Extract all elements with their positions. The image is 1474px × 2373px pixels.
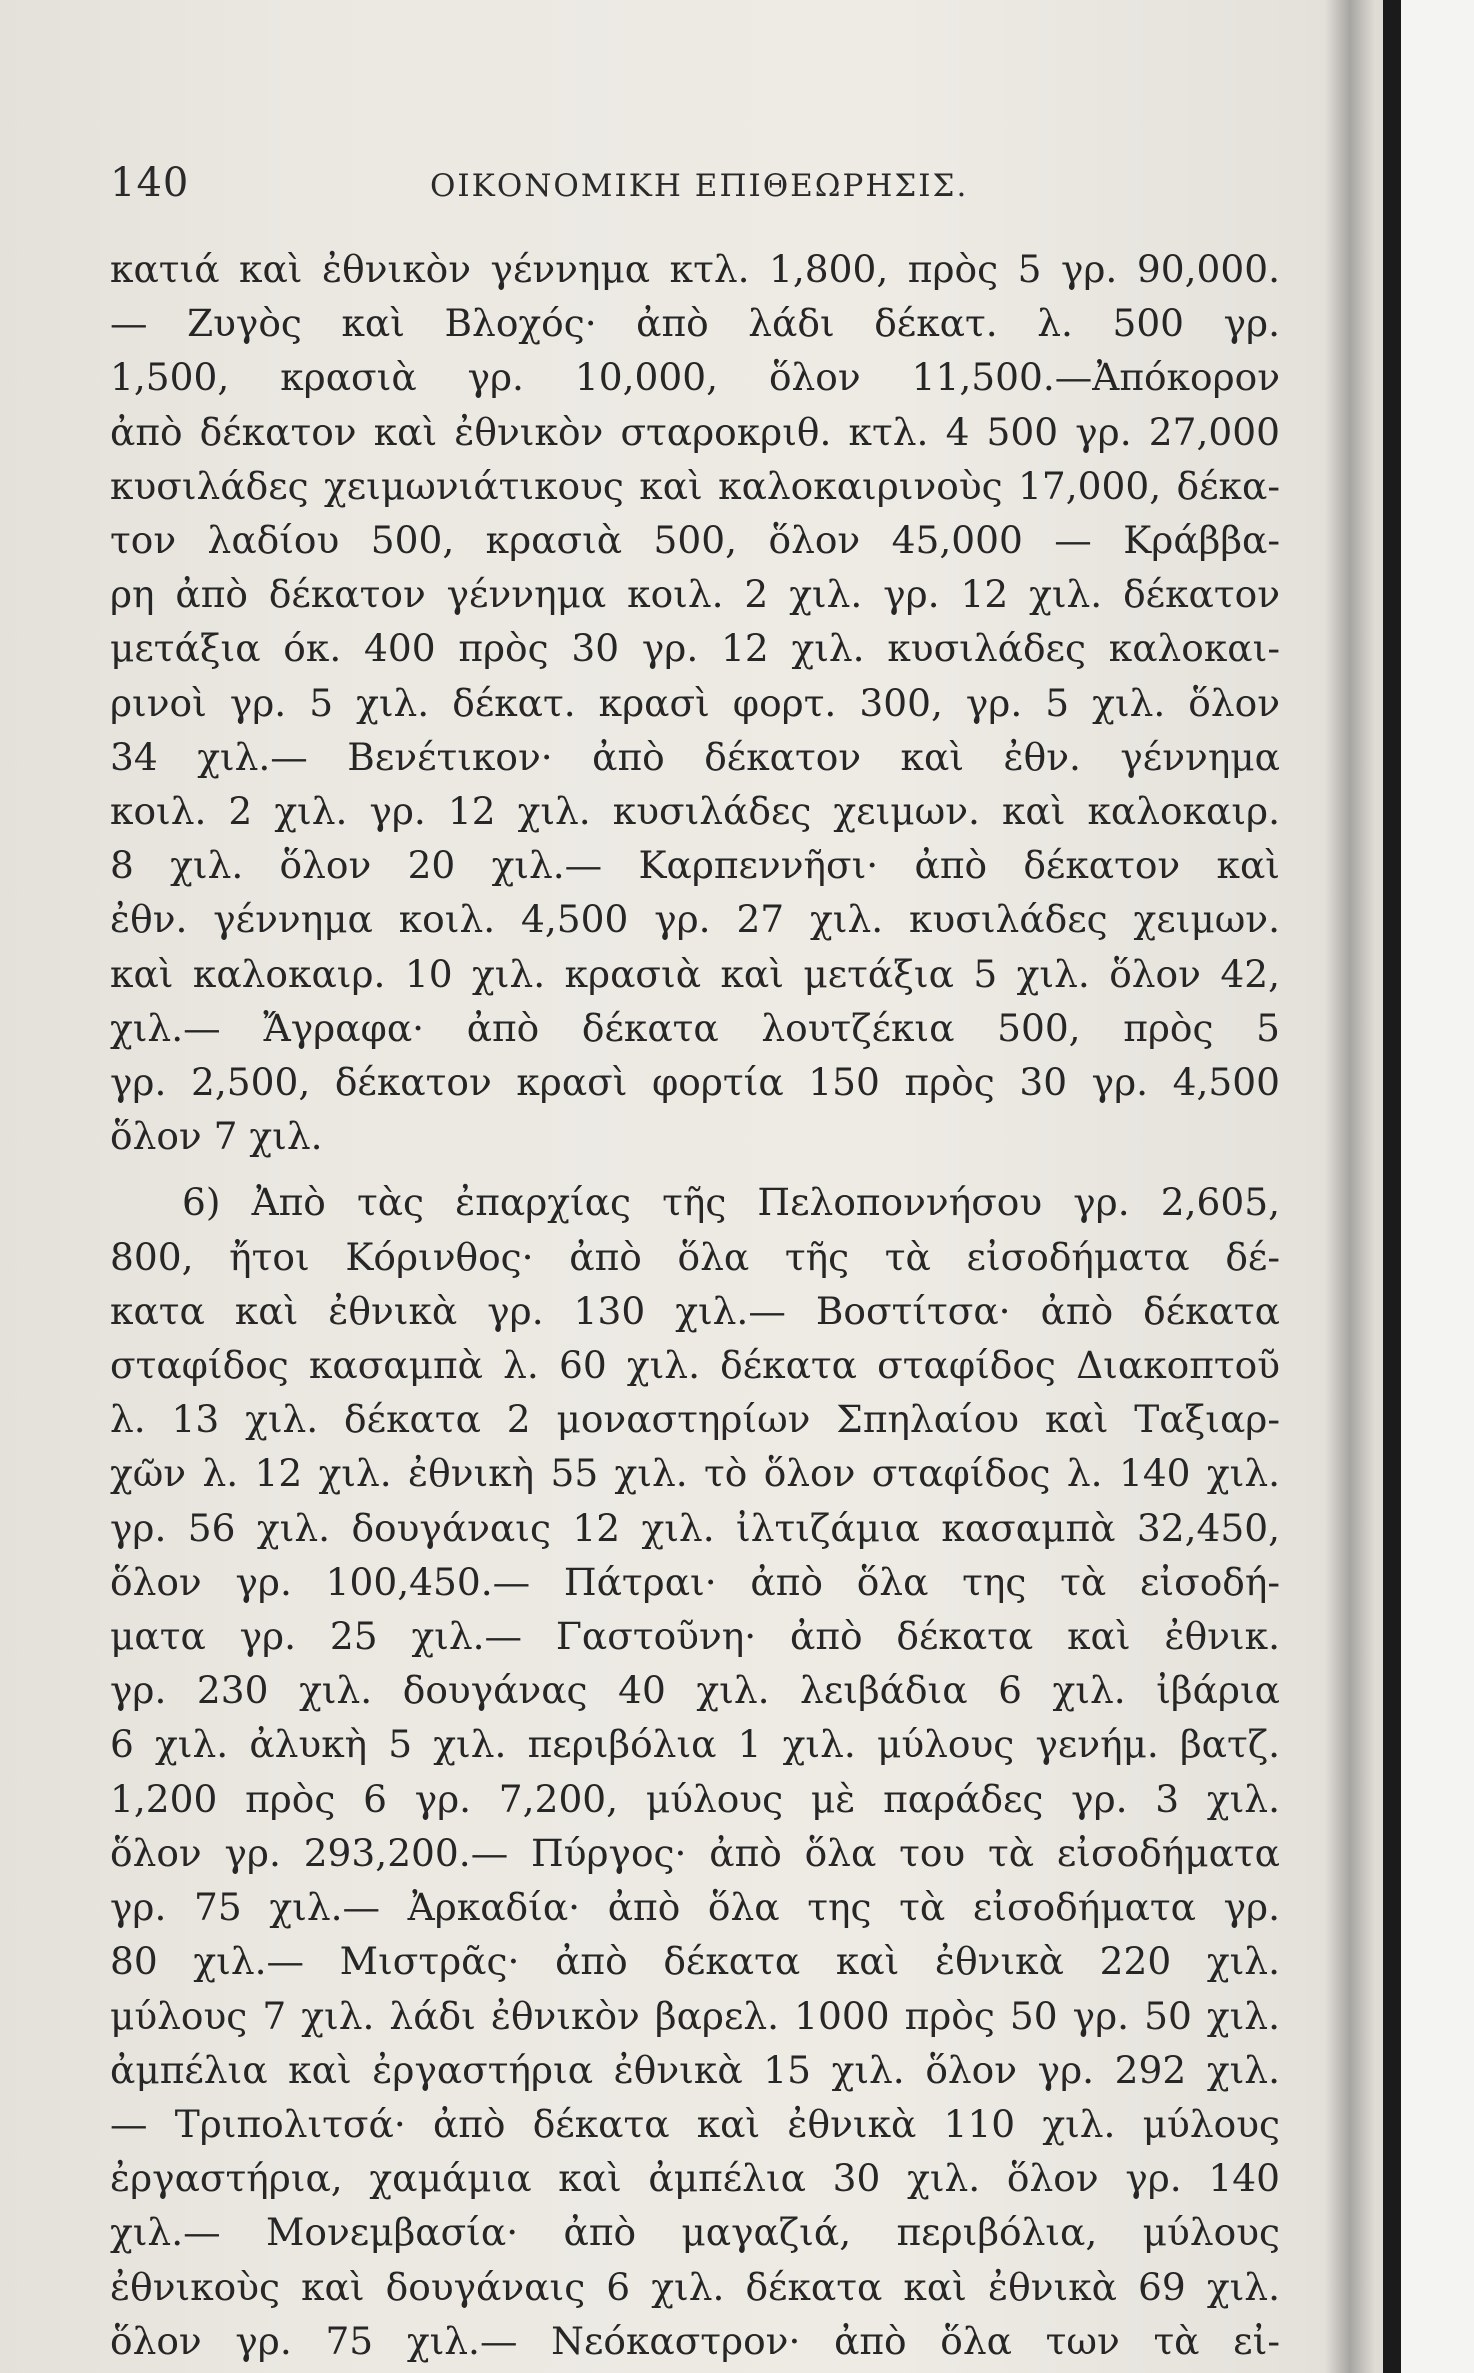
text-line: 34 χιλ.— Βενέτικον· ἀπὸ δέκατον καὶ ἐθν. γέννημα [110,734,1280,779]
text-line: 80 χιλ.— Μιστρᾶς· ἀπὸ δέκατα καὶ ἐθνικὰ 220 χιλ. [110,1939,1280,1984]
text-line: ὅλον γρ. 75 χιλ.— Νεόκαστρον· ἀπὸ ὅλα των τὰ εἰ- [110,2318,1280,2363]
text-line: κατα καὶ ἐθνικὰ γρ. 130 χιλ.— Βοστίτσα· ἀπὸ δέκατα [110,1288,1280,1333]
text-line: γρ. 75 χιλ.— Ἀρκαδία· ἀπὸ ὅλα της τὰ εἰσοδήματα γρ. [110,1885,1280,1930]
text-line: κατιά καὶ ἐθνικὸν γέννημα κτλ. 1,800, πρὸς 5 γρ. 90,000. [110,247,1280,291]
text-line: ὅλον γρ. 100,450.— Πάτραι· ἀπὸ ὅλα της τὰ εἰσοδή- [110,1559,1280,1604]
text-line: 1,200 πρὸς 6 γρ. 7,200, μύλους μὲ παράδες γρ. 3 χιλ. [110,1776,1280,1821]
text-line: ὅλον γρ. 293,200.— Πύργος· ἀπὸ ὅλα του τὰ εἰσοδήματα [110,1830,1280,1875]
scan-margin [1401,0,1474,2373]
text-line: καὶ καλοκαιρ. 10 χιλ. κρασιὰ καὶ μετάξια 5 χιλ. ὅλον 42, [110,951,1280,996]
text-line: μύλους 7 χιλ. λάδι ἐθνικὸν βαρελ. 1000 πρὸς 50 γρ. 50 χιλ. [110,1993,1280,2038]
text-line: κοιλ. 2 χιλ. γρ. 12 χιλ. κυσιλάδες χειμων. καὶ καλοκαιρ. [110,789,1280,834]
page-header [110,160,1280,220]
text-line: ἐργαστήρια, χαμάμια καὶ ἀμπέλια 30 χιλ. ὅλον γρ. 140 [110,2156,1280,2201]
text-line: ἐθνικοὺς καὶ δουγάναις 6 χιλ. δέκατα καὶ ἐθνικὰ 69 χιλ. [110,2264,1280,2309]
text-line: — Τριπολιτσά· ἀπὸ δέκατα καὶ ἐθνικὰ 110 χιλ. μύλους [110,2101,1280,2146]
text-line: 1,500, κρασιὰ γρ. 10,000, ὅλον 11,500.—Ἀπόκορον [110,355,1280,400]
text-line: γρ. 56 χιλ. δουγάναις 12 χιλ. ἰλτιζάμια κασαμπὰ 32,450, [110,1505,1280,1550]
text-line: τον λαδίου 500, κρασιὰ 500, ὅλον 45,000 — Κράββα- [110,518,1280,563]
text-line: — Ζυγὸς καὶ Βλοχός· ἀπὸ λάδι δέκατ. λ. 500 γρ. [110,301,1280,346]
text-line: χιλ.— Ἄγραφα· ἀπὸ δέκατα λουτζέκια 500, πρὸς 5 [110,1005,1280,1050]
text-line: μετάξια όκ. 400 πρὸς 30 γρ. 12 χιλ. κυσιλάδες καλοκαι- [110,626,1280,671]
page-fold-shadow [1325,0,1375,2373]
text-line: ὅλον 7 χιλ. [110,1114,323,1159]
running-title: ΟΙΚΟΝΟΜΙΚΗ ΕΠΙΘΕΩΡΗΣΙΣ. [430,168,969,204]
text-line: κυσιλάδες χειμωνιάτικους καὶ καλοκαιρινοὺς 17,000, δέκα- [110,463,1280,508]
text-line: ἀμπέλια καὶ ἐργαστήρια ἐθνικὰ 15 χιλ. ὅλον γρ. 292 χιλ. [110,2047,1280,2092]
text-line: χιλ.— Μονεμβασία· ἀπὸ μαγαζιά, περιβόλια, μύλους [110,2210,1280,2255]
paragraph-2 [110,1175,1280,2367]
paragraph-1 [110,242,1280,1163]
text-line: λ. 13 χιλ. δέκατα 2 μοναστηρίων Σπηλαίου καὶ Ταξιαρ- [110,1397,1280,1442]
text-line: σταφίδος κασαμπὰ λ. 60 χιλ. δέκατα σταφίδος Διακοπτοῦ [110,1343,1280,1388]
document-page [110,160,1280,2368]
book-edge-strip [1383,0,1401,2373]
text-line: ἐθν. γέννημα κοιλ. 4,500 γρ. 27 χιλ. κυσιλάδες χειμων. [110,897,1280,942]
text-line: ρινοὶ γρ. 5 χιλ. δέκατ. κρασὶ φορτ. 300, γρ. 5 χιλ. ὅλον [110,680,1280,725]
text-line: 6 χιλ. ἀλυκὴ 5 χιλ. περιβόλια 1 χιλ. μύλους γενήμ. βατζ. [110,1722,1280,1767]
text-line: χῶν λ. 12 χιλ. ἐθνικὴ 55 χιλ. τὸ ὅλον σταφίδος λ. 140 χιλ. [110,1451,1280,1496]
text-line: 800, ἤτοι Κόρινθος· ἀπὸ ὅλα τῆς τὰ εἰσοδήματα δέ- [110,1234,1280,1279]
paragraph-gap [110,1163,1280,1175]
text-line: γρ. 2,500, δέκατον κρασὶ φορτία 150 πρὸς 30 γρ. 4,500 [110,1060,1280,1105]
text-line: ἀπὸ δέκατον καὶ ἐθνικὸν σταροκριθ. κτλ. 4 500 γρ. 27,000 [110,409,1280,454]
text-line: ματα γρ. 25 χιλ.— Γαστοῦνη· ἀπὸ δέκατα καὶ ἐθνικ. [110,1614,1280,1659]
text-line: ρη ἀπὸ δέκατον γέννημα κοιλ. 2 χιλ. γρ. 12 χιλ. δέκατον [110,572,1280,617]
text-line: 8 χιλ. ὅλον 20 χιλ.— Καρπεννῆσι· ἀπὸ δέκατον καὶ [110,843,1280,888]
text-line: γρ. 230 χιλ. δουγάνας 40 χιλ. λειβάδια 6 χιλ. ἰβάρια [110,1668,1280,1713]
page-number: 140 [110,160,190,206]
text-line: 6) Ἀπὸ τὰς ἐπαρχίας τῆς Πελοποννήσου γρ. 2,605, [182,1180,1280,1225]
